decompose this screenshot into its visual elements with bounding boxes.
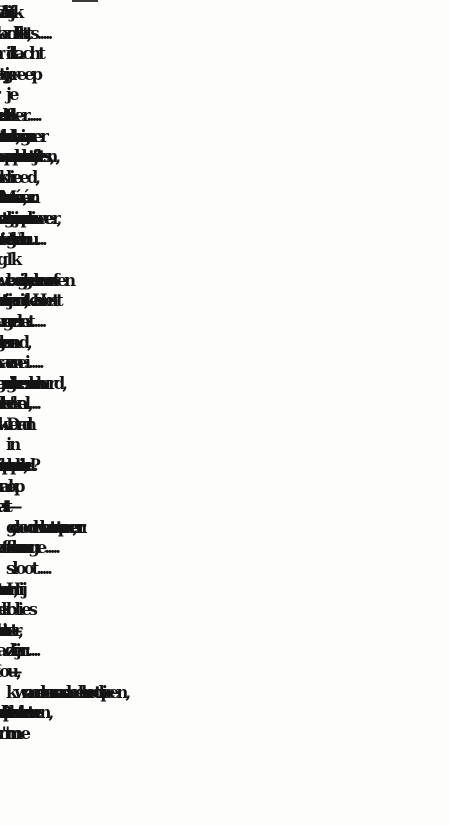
text-line (6, 106, 444, 127)
text-line (6, 415, 444, 436)
text-line (6, 353, 444, 374)
text-line: — Wat ik dacht?.... Ik dacht eigenlijk (6, 3, 22, 22)
text-line: kwamme der menschen aanloopen, die het (6, 682, 99, 702)
text-line (6, 435, 444, 456)
text-line (6, 188, 444, 209)
text-line (6, 250, 444, 271)
text-line (6, 477, 444, 498)
text-line (6, 85, 444, 106)
text-line: zijn vader..... (6, 641, 39, 661)
text-line (6, 24, 444, 45)
text-line (6, 333, 444, 354)
text-line (6, 44, 444, 65)
text-line: touw pakten, en die maakten het touw van (6, 703, 8, 723)
text-line (6, 374, 444, 395)
text-line (6, 147, 444, 168)
text-line (6, 580, 444, 601)
text-line: wel, da'k me beene toe heb opgetrokken..... (6, 394, 40, 414)
text-line (6, 168, 444, 189)
text-line: met veel vragen...... (6, 311, 45, 331)
text-line: gauw doorheen, was meteen weer op het (6, 517, 55, 537)
text-line (6, 621, 444, 642)
text-line (6, 497, 444, 518)
text-line (6, 662, 444, 683)
text-line (6, 291, 444, 312)
text-line: begonnen we geloof ik weer te dalen..... (6, 270, 14, 290)
text-line: meneer, die riep tegen me: Vasthouwe jon- (6, 208, 38, 228)
text-line (6, 230, 444, 251)
text-line (6, 65, 444, 86)
cut-off-line-fragment (72, 0, 98, 2)
text-line: zag wel, dat de menschen alsmaar kleiner (6, 126, 46, 146)
text-line (6, 456, 444, 477)
text-line (6, 538, 444, 559)
text-line: me arm los." (6, 723, 8, 743)
text-line: sloot..... (6, 559, 50, 579)
article-text (6, 3, 444, 744)
text-line (6, 600, 444, 621)
